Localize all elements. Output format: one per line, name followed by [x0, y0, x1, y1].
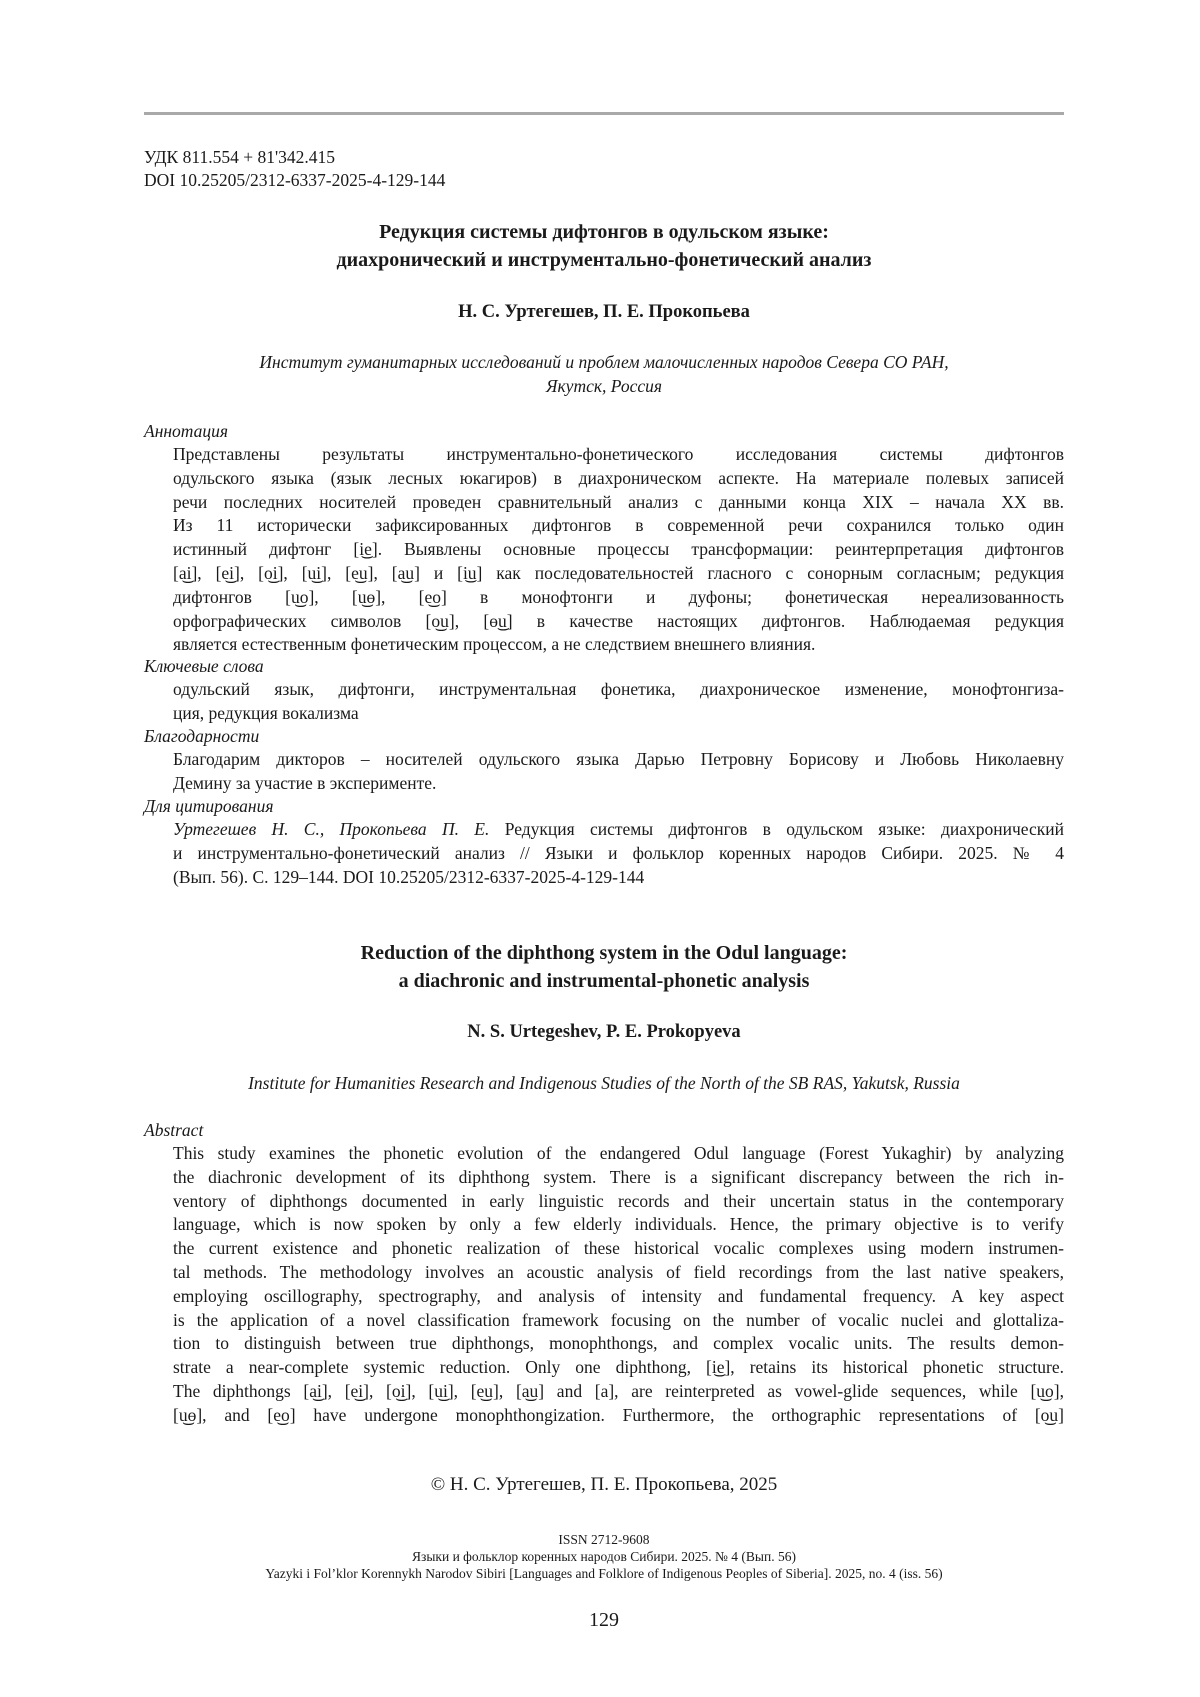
en-abstract-line: the current existence and phonetic realization of these historical vocalic complexes using modern instrumen-	[173, 1238, 1064, 1259]
ru-affiliation	[144, 350, 1064, 398]
en-abstract-line: The diphthongs [a͜i], [e͜i], [o͜i], [u͜i], [e͜u], [a͜u] and [a], are reinterpreted as vowel-glide sequences, while [u͜o],	[173, 1380, 1064, 1401]
en-affiliation	[144, 1071, 1064, 1095]
en-abstract-line: [u͜ɵ], and [e͜o] have undergone monophthongization. Furthermore, the orthographic representations of [o͜u]	[173, 1404, 1064, 1425]
en-abstract-line: the diachronic development of its diphthong system. There is a significant discrepancy between the rich in-	[173, 1166, 1064, 1187]
ru-title-line: диахронический и инструментально-фонетический анализ	[336, 249, 872, 271]
ru-abstract-line: Из 11 исторически зафиксированных дифтонгов в современной речи сохранился только один	[173, 515, 1064, 536]
en-abstract-line: tion to distinguish between true diphthongs, monophthongs, and complex vocalic units. The results demon-	[173, 1333, 1064, 1354]
ru-abstract-line: орфографических символов [o͜u], [ɵ͜u] в качестве настоящих дифтонгов. Наблюдаемая редукция	[173, 610, 1064, 631]
ru-abstract-line: дифтонгов [u͜o], [u͜ɵ], [e͜o] в монофтонги и дуфоны; фонетическая нереализованность	[173, 586, 1064, 607]
ru-abstract-line: [a͜i], [e͜i], [o͜i], [u͜i], [e͜u], [a͜u] и [i͜u] как последовательностей гласного с сонорным согласным; редукция	[173, 562, 1064, 583]
en-abstract-line: employing oscillography, spectrography, and analysis of intensity and fundamental frequency. A key aspect	[173, 1285, 1064, 1306]
en-affiliation-line: Institute for Humanities Research and Indigenous Studies of the North of the SB RAS, Yakutsk, Russia	[248, 1073, 960, 1093]
ru-keywords-label: Ключевые слова	[144, 656, 264, 676]
journal-footer	[144, 1531, 1064, 1582]
ru-acknowledgements-line: Благодарим дикторов – носителей одульского языка Дарью Петровну Борисову и Любовь Николаевну	[173, 749, 1064, 769]
en-title-line: a diachronic and instrumental-phonetic analysis	[398, 970, 810, 992]
en-abstract-label: Abstract	[144, 1120, 204, 1140]
citation-authors: Уртегешев Н. С., Прокопьева П. Е.	[173, 819, 490, 839]
en-abstract-line: language, which is now spoken by only a few elderly individuals. Hence, the primary objective is to verify	[173, 1214, 1064, 1235]
journal-ru: Языки и фольклор коренных народов Сибири. 2025. № 4 (Вып. 56)	[412, 1549, 796, 1564]
header-rule	[144, 112, 1064, 115]
udk-doi-block	[144, 146, 445, 192]
en-abstract-line: tal methods. The methodology involves an acoustic analysis of field recordings from the last native speakers,	[173, 1261, 1064, 1282]
ru-keywords-line: ция, редукция вокализма	[173, 702, 359, 723]
ru-acknowledgements	[173, 748, 1064, 796]
ru-citation-line	[173, 818, 1064, 842]
ru-keywords-line: одульский язык, дифтонги, инструментальная фонетика, диахроническое изменение, монофтонгиза-	[173, 679, 1064, 699]
en-abstract-line: strate a near-complete systemic reduction. Only one diphthong, [i͜e], retains its historical phonetic structure.	[173, 1357, 1064, 1378]
copyright-notice: © Н. С. Уртегешев, П. Е. Прокопьева, 2025	[430, 1474, 778, 1495]
ru-affiliation-line: Якутск, Россия	[545, 376, 663, 396]
en-abstract-line: ventory of diphthongs documented in early linguistic records and their uncertain status in the contemporary	[173, 1190, 1064, 1211]
ru-acknowledgements-label: Благодарности	[144, 726, 260, 746]
page-number: 129	[589, 1609, 619, 1631]
udk-code: УДК 811.554 + 81'342.415	[144, 147, 335, 167]
ru-abstract-line: является естественным фонетическим процессом, а не следствием внешнего влияния.	[173, 634, 816, 655]
ru-title-line: Редукция системы дифтонгов в одульском языке:	[379, 221, 829, 243]
issn: ISSN 2712-9608	[558, 1532, 650, 1547]
en-authors: N. S. Urtegeshev, P. E. Prokopyeva	[467, 1022, 741, 1042]
ru-citation-label: Для цитирования	[144, 796, 274, 816]
doi: DOI 10.25205/2312-6337-2025-4-129-144	[144, 170, 446, 190]
ru-citation-line: (Вып. 56). С. 129–144. DOI 10.25205/2312-6337-2025-4-129-144	[173, 866, 645, 887]
ru-abstract-line: Представлены результаты инструментально-фонетического исследования системы дифтонгов	[173, 444, 1064, 464]
en-abstract-line: is the application of a novel classification framework focusing on the number of vocalic nuclei and glottaliza-	[173, 1309, 1064, 1330]
ru-authors: Н. С. Уртегешев, П. Е. Прокопьева	[458, 302, 750, 322]
ru-abstract-label: Аннотация	[144, 421, 229, 441]
en-title-line: Reduction of the diphthong system in the Odul language:	[360, 942, 848, 964]
ru-affiliation-line: Институт гуманитарных исследований и проблем малочисленных народов Севера СО РАН,	[259, 352, 949, 372]
en-title	[144, 939, 1064, 995]
ru-citation	[173, 818, 1064, 889]
ru-abstract-line: истинный дифтонг [i͜e]. Выявлены основные процессы трансформации: реинтерпретация дифтонгов	[173, 539, 1064, 560]
ru-abstract	[173, 443, 1064, 657]
ru-title	[144, 218, 1064, 274]
en-abstract	[173, 1142, 1064, 1428]
ru-keywords	[173, 678, 1064, 726]
ru-abstract-line: речи последних носителей проведен сравнительный анализ с данными конца XIX – начала XX вв.	[173, 491, 1064, 512]
citation-title: Редукция системы дифтонгов в одульском языке: диахронический	[489, 819, 1064, 839]
en-abstract-line: This study examines the phonetic evolution of the endangered Odul language (Forest Yukaghir) by analyzing	[173, 1143, 1064, 1163]
ru-citation-line: и инструментально-фонетический анализ // Языки и фольклор коренных народов Сибири. 2025. № 4	[173, 842, 1064, 863]
ru-abstract-line: одульского языка (язык лесных юкагиров) в диахроническом аспекте. На материале полевых записей	[173, 467, 1064, 488]
journal-en: Yazyki i Fol’klor Korennykh Narodov Sibiri [Languages and Folklore of Indigenous Peoples of Siberia]. 2025, no. 4 (iss. 56)	[265, 1566, 943, 1581]
ru-acknowledgements-line: Демину за участие в эксперименте.	[173, 772, 437, 793]
